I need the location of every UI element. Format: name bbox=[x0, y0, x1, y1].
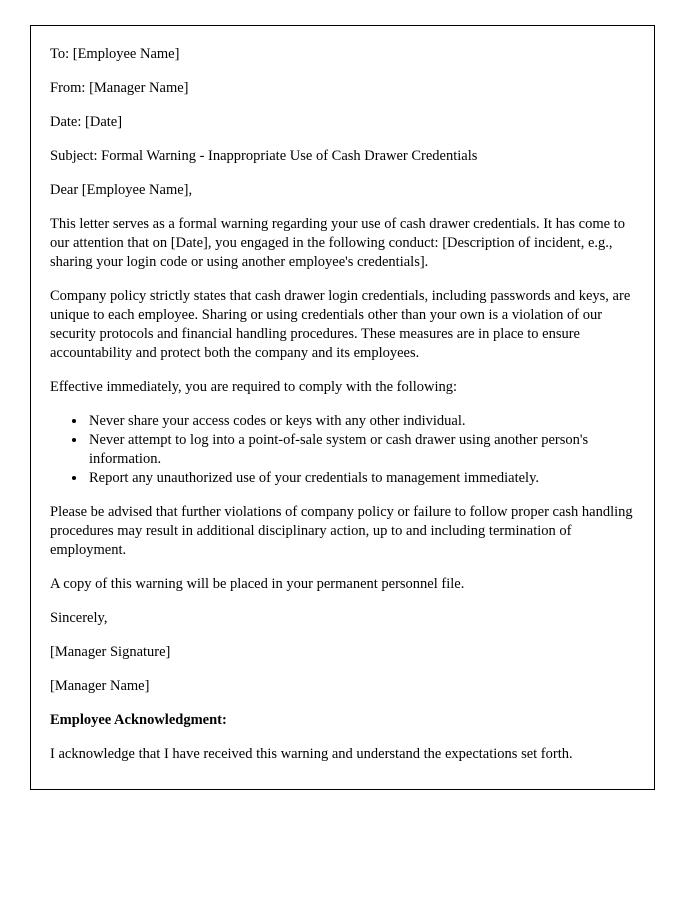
letter-salutation: Dear [Employee Name], bbox=[50, 182, 193, 198]
letter-paragraph-compliance-intro: Effective immediately, you are required to comply with the following: bbox=[50, 379, 458, 395]
list-item: • Never attempt to log into a point-of-sale system or cash drawer using another person's information. bbox=[87, 431, 635, 469]
list-item: • Never share your access codes or keys with any other individual. bbox=[87, 412, 635, 431]
list-item: • Report any unauthorized use of your credentials to management immediately. bbox=[87, 469, 635, 488]
letter-paragraph-personnel-file: A copy of this warning will be placed in your permanent personnel file. bbox=[50, 576, 465, 592]
letter-date-line: Date: [Date] bbox=[50, 114, 123, 130]
letter-manager-signature: [Manager Signature] bbox=[50, 644, 171, 660]
letter-manager-name: [Manager Name] bbox=[50, 678, 150, 694]
letter-paragraph-consequences: Please be advised that further violations of company policy or failure to follow proper cash handling procedures may result in additional disciplinary action, up to and including termination of employment. bbox=[50, 504, 633, 558]
letter-subject-line: Subject: Formal Warning - Inappropriate Use of Cash Drawer Credentials bbox=[50, 148, 478, 164]
letter-paragraph-incident: This letter serves as a formal warning regarding your use of cash drawer credentials. It has come to our attention that on [Date], you engaged in the following conduct: [Description of incident, e.g., sharing your login code or using another employee's credentials]. bbox=[50, 216, 625, 270]
compliance-requirements-list bbox=[50, 412, 635, 488]
letter-from-line: From: [Manager Name] bbox=[50, 80, 189, 96]
letter-paragraph-policy: Company policy strictly states that cash drawer login credentials, including passwords and keys, are unique to each employee. Sharing or using credentials other than your own is a violation of our security protocols and financial handling procedures. These measures are in place to ensure accountability and protect both the company and its employees. bbox=[50, 288, 631, 361]
acknowledgment-heading: Employee Acknowledgment: bbox=[50, 712, 227, 728]
letter-closing-sincerely: Sincerely, bbox=[50, 610, 108, 626]
letter-frame bbox=[30, 25, 655, 790]
letter-to-line: To: [Employee Name] bbox=[50, 46, 180, 62]
acknowledgment-text: I acknowledge that I have received this warning and understand the expectations set forth. bbox=[50, 746, 573, 762]
